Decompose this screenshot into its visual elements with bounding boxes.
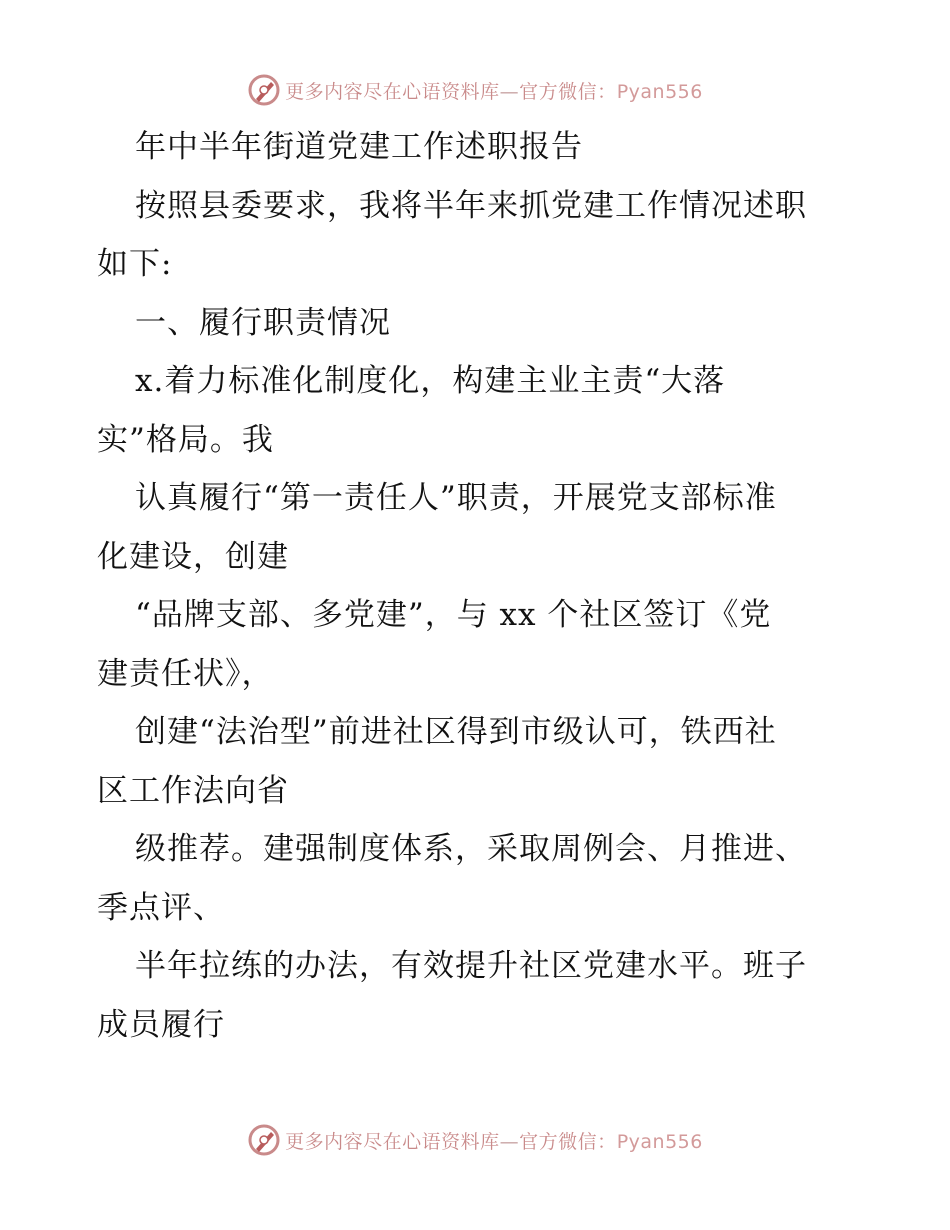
watermark-label: 官方微信： <box>519 1130 617 1153</box>
text-line: 如下: <box>97 246 173 282</box>
watermark-text <box>285 77 703 104</box>
text-line: 按照县委要求，我将半年来抓党建工作情况述职 <box>135 187 807 224</box>
text-line: 季点评、 <box>97 889 225 926</box>
watermark-slogan: 更多内容尽在心语资料库 <box>285 80 500 103</box>
watermark-slogan: 更多内容尽在心语资料库 <box>285 1130 500 1153</box>
text-line: x.着力标准化制度化，构建主业主责“大落 <box>135 363 726 399</box>
text-line: 建责任状》， <box>97 655 274 692</box>
watermark-separator: — <box>499 80 520 103</box>
text-line: 认真履行“第一责任人”职责，开展党支部标准 <box>135 480 777 516</box>
text-line: 实”格局。我 <box>97 421 274 458</box>
text-line: 级推荐。建强制度体系，采取周例会、月推进、 <box>135 831 807 867</box>
watermark-footer <box>0 1120 950 1160</box>
text-line: 成员履行 <box>97 1006 225 1043</box>
watermark-id: Pyan556 <box>616 1130 703 1153</box>
document-title: 年中半年街道党建工作述职报告 <box>135 129 583 165</box>
text-line: 化建设，创建 <box>97 538 289 575</box>
pen-logo-icon <box>247 1123 281 1157</box>
pen-logo-icon <box>247 73 281 107</box>
text-line: 半年拉练的办法，有效提升社区党建水平。班子 <box>135 948 807 984</box>
watermark-text <box>285 1127 703 1154</box>
text-line: 区工作法向省 <box>97 772 289 809</box>
watermark-id: Pyan556 <box>616 80 703 103</box>
text-line: “品牌支部、多党建”，与 xx 个社区签订《党 <box>135 597 772 633</box>
watermark-header <box>0 70 950 110</box>
watermark-separator: — <box>499 1130 520 1153</box>
section-heading: 一、履行职责情况 <box>135 304 391 341</box>
watermark-label: 官方微信： <box>519 80 617 103</box>
text-line: 创建“法治型”前进社区得到市级认可，铁西社 <box>135 714 777 750</box>
document-body <box>97 118 857 1054</box>
